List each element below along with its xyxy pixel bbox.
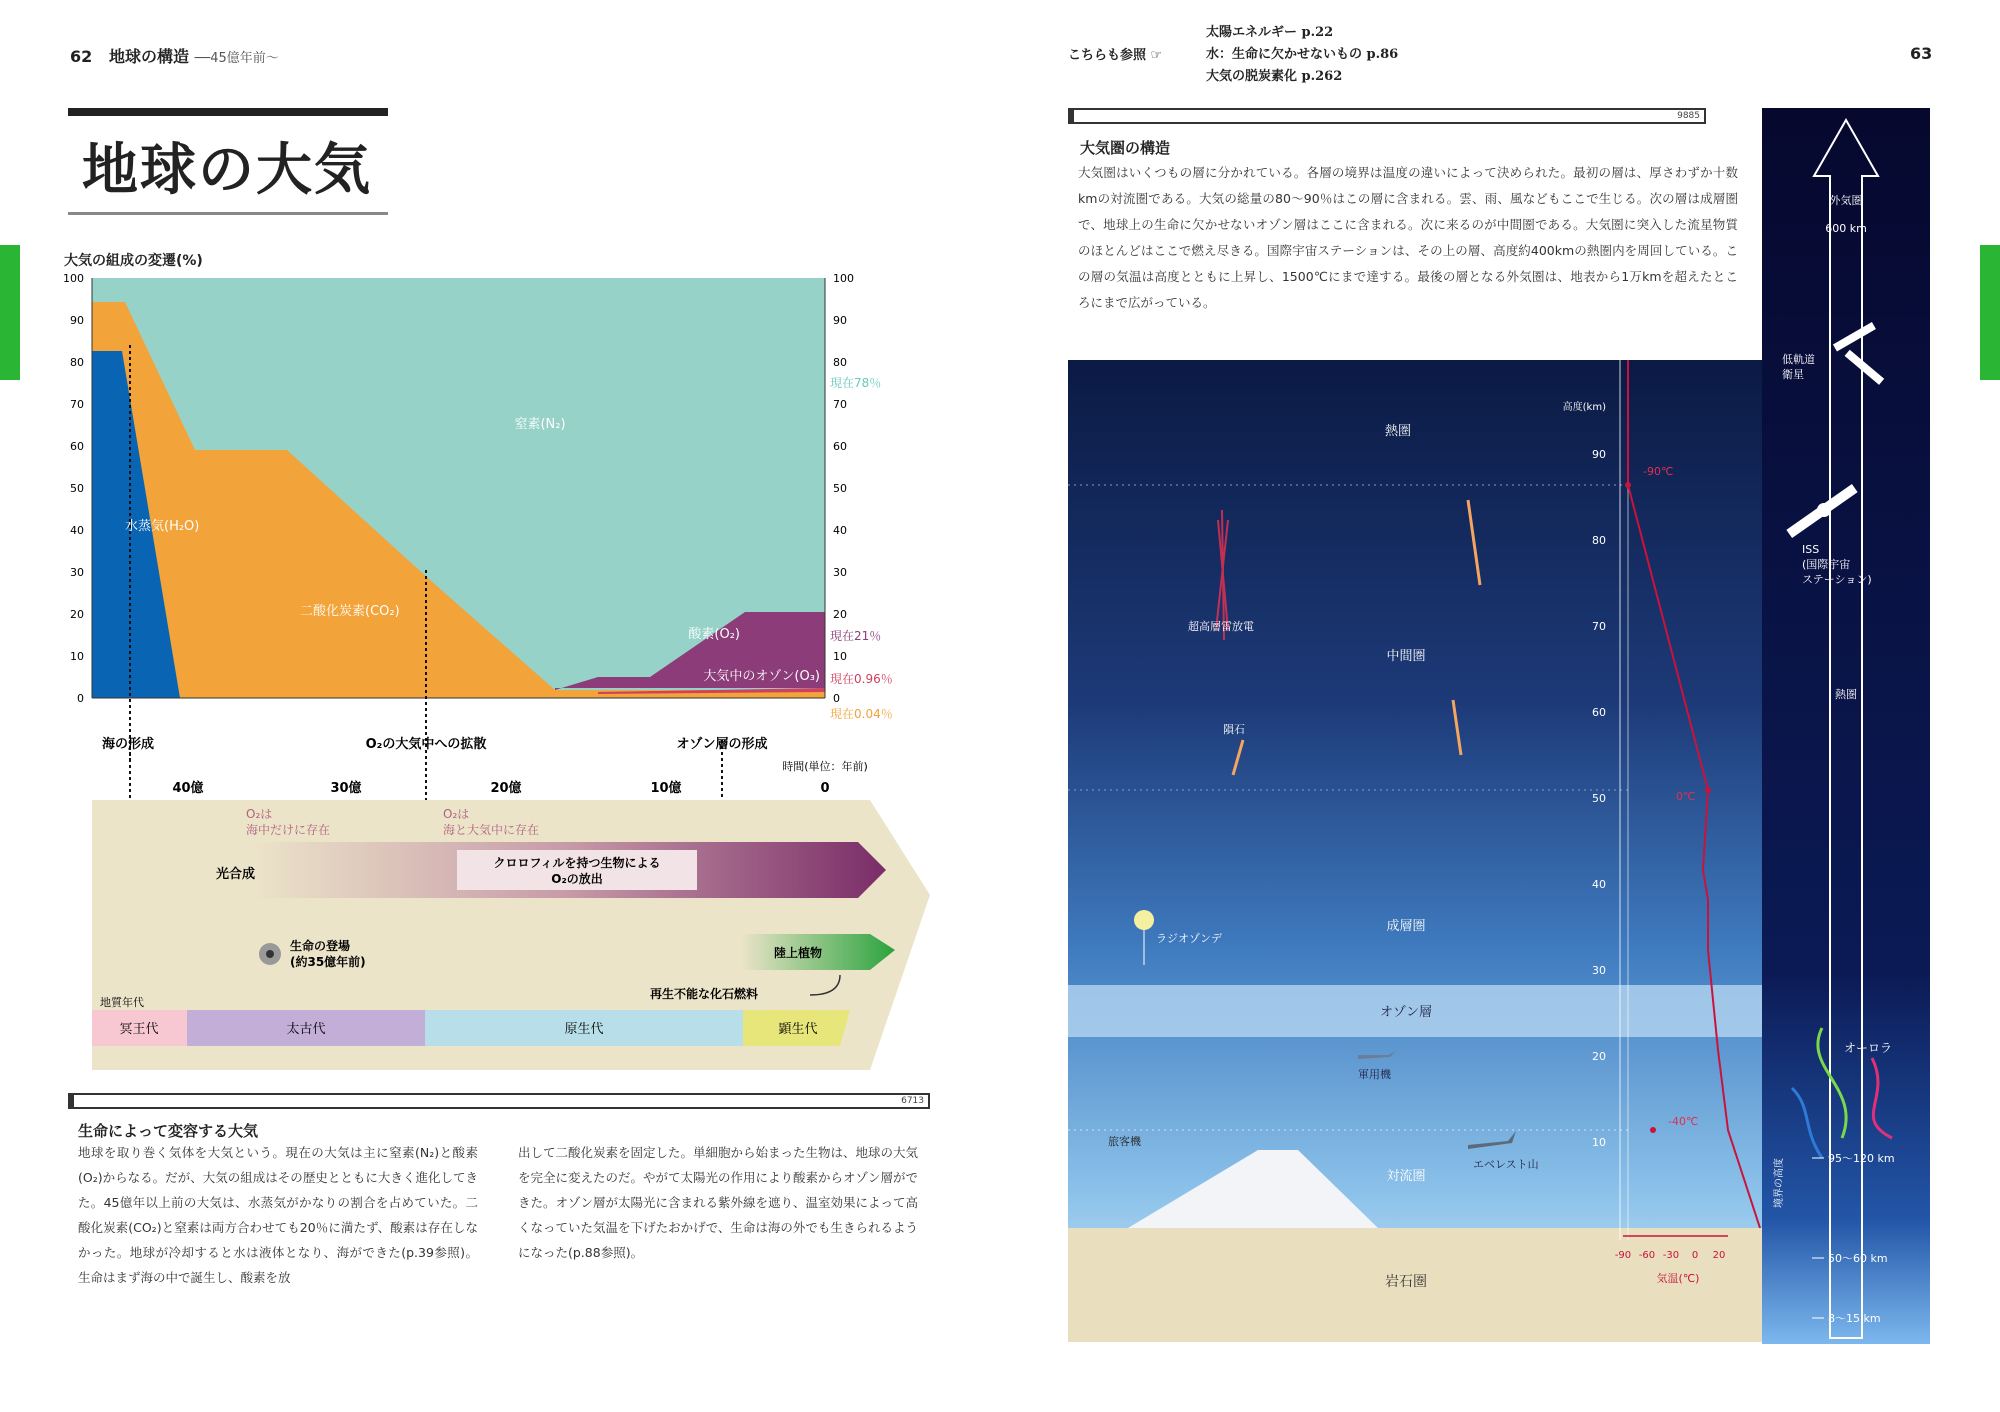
see-also-label: こちらも参照 ☞ [1068,48,1163,63]
temp-label: -90℃ [1643,465,1674,478]
life-label: 生命の登場(約35億年前) [290,939,366,969]
boundary-mark-label: 50～60 km [1828,1252,1888,1265]
temp-tick: -90 [1614,1250,1632,1261]
y-tick-label: 0 [77,692,84,705]
y-tick-label: 10 [833,650,847,663]
altitude-tick: 70 [1592,620,1606,633]
event-o2: O₂の大気中への拡散 [365,737,487,752]
left-chapter-tab [0,245,20,380]
y-tick-label: 60 [833,440,847,453]
y-tick-label: 60 [70,440,84,453]
temperature-axis-label: 気温(℃) [1656,1272,1700,1285]
layer-mesosphere: 中間圏 [1386,649,1426,664]
y-tick-label: 80 [833,356,847,369]
label-iss: ISS (国際宇宙ステーション) [1802,543,1872,586]
photosynthesis-label: 光合成 [216,867,256,882]
left-section-title: 生命によって変容する大気 [78,1122,259,1140]
y-tick-label: 50 [70,482,84,495]
layer-ozone: オゾン層 [1379,1005,1433,1020]
atmosphere-column [1762,108,1930,1344]
era-label: 冥王代 [119,1022,159,1037]
series-label-h2o: 水蒸気(H₂O) [125,519,200,534]
o2-note-2: O₂は海と大気中に存在 [443,807,540,837]
label-exo-altitude: 600 km [1825,222,1867,235]
current-n2: 現在78％ [830,376,882,390]
y-tick-label: 40 [70,524,84,537]
page-number: 62 [70,47,93,66]
ref-link[interactable]: 水：生命に欠かせないもの p.86 [1206,47,1399,62]
ref-link[interactable]: 太陽エネルギー p.22 [1206,25,1334,40]
title-block [68,108,388,215]
label-thermosphere-col: 熱圏 [1835,688,1857,701]
label-exosphere: 外気圏 [1829,194,1863,207]
y-tick-label: 70 [833,398,847,411]
altitude-tick: 80 [1592,534,1606,547]
section-bar-left: 6713 [68,1093,930,1109]
y-tick-label: 20 [70,608,84,621]
y-tick-label: 40 [833,524,847,537]
label-meteor: 隕石 [1223,723,1245,736]
current-o2: 現在21％ [830,629,882,643]
boundary-mark-label: 8～15 km [1828,1312,1881,1325]
sky-background [1068,360,1780,1342]
land-plants-label: 陸上植物 [773,946,823,960]
composition-chart [50,270,930,1080]
left-page-header [70,44,279,67]
altitude-axis-label: 高度(km) [1562,402,1606,413]
series-label-o2: 酸素(O₂) [688,627,740,642]
era-heading: 地質年代 [100,996,144,1009]
right-page-number: 63 [1910,44,1933,63]
series-label-o3: 大気中のオゾン(O₃) [703,669,820,684]
y-tick-label: 100 [63,272,84,285]
left-body-col2: 出して二酸化炭素を固定した。単細胞から始まった生物は、地球の大気を完全に変えたのだ。やがて太陽光の作用により酸素からオゾン層ができた。オゾン層が太陽光に含まれる紫外線を遮り、温室効果によって高くなっていた気温を下げたおかげで、生命は海の外でも生きられるようになった(p.88参照)。 [518,1145,919,1260]
altitude-tick: 10 [1592,1136,1606,1149]
altitude-tick: 40 [1592,878,1606,891]
era-label: 太古代 [286,1022,326,1037]
x-tick-label: 10億 [650,781,682,796]
series-label-n2: 窒素(N₂) [514,417,566,432]
altitude-tick: 30 [1592,964,1606,977]
era-label: 原生代 [564,1022,604,1037]
label-airliner: エベレスト山 [1473,1158,1539,1171]
altitude-tick: 60 [1592,706,1606,719]
y-tick-label: 100 [833,272,854,285]
label-satellite: 低軌道衛星 [1782,353,1815,381]
label-radiosonde: ラジオゾンデ [1156,932,1222,945]
title-rule-top [68,108,388,116]
label-boundary: 境界の高度 [1774,1158,1785,1208]
right-body-text: 大気圏はいくつもの層に分かれている。各層の境界は温度の違いによって決められた。最初の層は、厚さわずか十数kmの対流圏である。大気の総量の80～90％はこの層に含まれる。雲、雨、風などもここで生じる。次の層は成層圏で、地球上の生命に欠かせないオゾン層はここに含まれる。次に来るのが中間圏である。大気圏に突入した流星物質のほとんどはここで燃え尽きる。国際宇宙ステーションは、その上の層、高度約400kmの熱圏内を周回している。この層の気温は高度とともに上昇し、1500℃にまで達する。最後の層となる外気圏は、地表から1万kmを超えたところにまで広がっている。 [1078,165,1738,310]
label-military-jet: 軍用機 [1358,1068,1391,1081]
section-bar-right: 9885 [1068,108,1706,124]
altitude-tick: 20 [1592,1050,1606,1063]
x-tick-label: 20億 [490,781,522,796]
x-tick-label: 30億 [330,781,362,796]
altitude-tick: 50 [1592,792,1606,805]
chart-caption: 大気の組成の変遷(%) [64,253,203,269]
right-chapter-tab [1980,245,2000,380]
y-tick-label: 30 [833,566,847,579]
y-tick-label: 20 [833,608,847,621]
current-o3: 現在0.96％ [830,672,893,686]
temp-tick: -30 [1662,1250,1680,1261]
event-ozone: オゾン層の形成 [676,737,768,752]
layer-stratosphere: 成層圏 [1386,919,1426,934]
header-sub: ──45億年前～ [194,51,279,66]
x-axis-label: 時間(単位：年前) [782,760,868,773]
y-tick-label: 90 [833,314,847,327]
label-everest: 旅客機 [1108,1135,1141,1148]
y-tick-label: 90 [70,314,84,327]
era-label: 顕生代 [778,1022,818,1037]
y-tick-label: 80 [70,356,84,369]
layer-lithosphere: 岩石圏 [1385,1274,1427,1290]
ref-link[interactable]: 大気の脱炭素化 p.262 [1206,69,1343,84]
y-tick-label: 70 [70,398,84,411]
o2-note-1: O₂は海中だけに存在 [246,807,331,837]
temp-tick: -60 [1638,1250,1656,1261]
y-tick-label: 50 [833,482,847,495]
series-label-co2: 二酸化炭素(CO₂) [300,604,400,619]
atmosphere-diagram [1068,360,1780,1342]
layer-thermosphere: 熱圏 [1384,424,1412,439]
temp-tick: 0 [1691,1250,1699,1261]
left-body-col1: 地球を取り巻く気体を大気という。現在の大気は主に窒素(N₂)と酸素(O₂)からなる。だが、大気の組成はその歴史とともに大きく進化してきた。45億年以上前の大気は、水蒸気がかなりの割合を占めていた。二酸化炭素(CO₂)と窒素は両方合わせても20％に満たず、酸素は存在しなかった。地球が冷却すると水は液体となり、海ができた(p.39参照)。生命はまず海の中で誕生し、酸素を放 [78,1145,478,1285]
radiosonde-balloon [1134,910,1154,930]
x-tick-label: 0 [820,781,830,796]
y-tick-label: 10 [70,650,84,663]
fossil-label: 再生不能な化石燃料 [650,987,759,1001]
chlorophyll-label: クロロフィルを持つ生物による O₂の放出 [493,856,661,886]
right-section-title: 大気圏の構造 [1080,139,1171,157]
altitude-tick: 90 [1592,448,1606,461]
temp-label: -40℃ [1668,1115,1699,1128]
page-title: 地球の大気 [82,137,372,203]
x-tick-label: 40億 [172,781,204,796]
temp-label: 0℃ [1676,790,1696,803]
label-aurora: オーロラ [1844,1041,1893,1055]
x-tick-labels [172,780,829,796]
label-sprite: 超高層雷放電 [1188,620,1254,633]
y-tick-label: 0 [833,692,840,705]
y-tick-label: 30 [70,566,84,579]
temp-tick: 20 [1712,1250,1726,1261]
current-co2: 現在0.04％ [830,707,893,721]
title-rule-bottom [68,212,388,215]
layer-troposphere: 対流圏 [1386,1169,1426,1184]
header-section: 地球の構造 [108,47,189,66]
event-ocean: 海の形成 [101,737,155,752]
boundary-mark-label: 95～120 km [1828,1152,1895,1165]
y-axis-left [63,272,84,705]
